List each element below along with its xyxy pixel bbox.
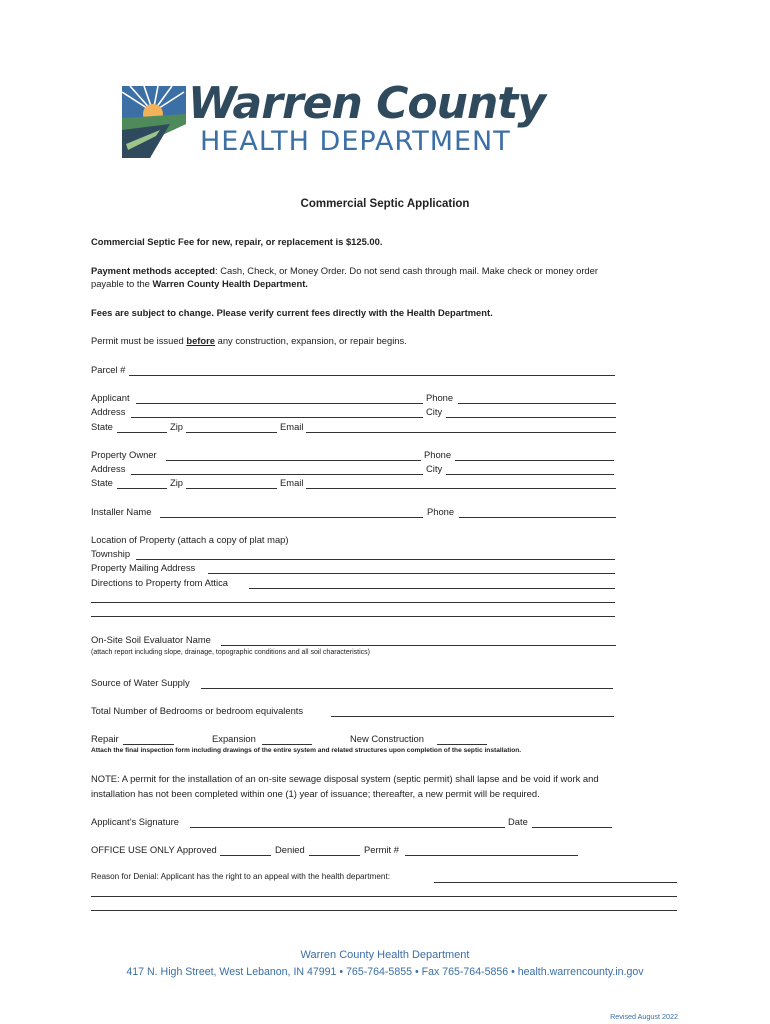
payment-label: Payment methods accepted	[91, 265, 215, 276]
denial-field-2[interactable]	[91, 896, 677, 897]
owner-label: Property Owner	[91, 449, 157, 460]
township-label: Township	[91, 548, 131, 559]
expansion-label: Expansion	[212, 733, 256, 744]
directions-field-2[interactable]	[91, 602, 615, 603]
parcel-field[interactable]	[129, 375, 615, 376]
applicant-field[interactable]	[136, 403, 423, 404]
bedrooms-field[interactable]	[331, 716, 614, 717]
owner-zip-field[interactable]	[186, 488, 277, 489]
applicant-label: Applicant	[91, 392, 130, 403]
directions-field-3[interactable]	[91, 616, 615, 617]
footer-org: Warren County Health Department	[300, 949, 470, 961]
installer-phone-field[interactable]	[459, 517, 616, 518]
applicant-zip-label: Zip	[170, 421, 184, 432]
fee-line: Commercial Septic Fee for new, repair, or replacement is $125.00.	[91, 236, 383, 247]
permit-suffix: any construction, expansion, or repair begins.	[215, 335, 407, 346]
permit-number-label: Permit #	[364, 844, 399, 855]
denial-field-3[interactable]	[91, 910, 677, 911]
revised-date: Revised August 2022	[610, 1012, 678, 1021]
office-use-label: OFFICE USE ONLY Approved	[91, 844, 217, 855]
owner-address-field[interactable]	[131, 474, 423, 475]
permit-note-2: installation has not been completed within one (1) year of issuance; thereafter, a new permit will be required.	[91, 788, 540, 799]
applicant-city-field[interactable]	[446, 417, 616, 418]
permit-note-1: NOTE: A permit for the installation of an on-site sewage disposal system (septic permit) shall lapse and be void if work and	[91, 773, 599, 784]
applicant-address-label: Address	[91, 406, 126, 417]
logo	[120, 78, 546, 162]
payment-text-2: payable to the	[91, 278, 153, 289]
owner-phone-field[interactable]	[455, 460, 614, 461]
owner-city-label: City	[426, 463, 443, 474]
installer-field[interactable]	[160, 517, 423, 518]
logo-title: Warren County	[188, 78, 546, 129]
payment-text: : Cash, Check, or Money Order. Do not send cash through mail. Make check or money order	[215, 265, 598, 276]
township-field[interactable]	[136, 559, 615, 560]
applicant-phone-field[interactable]	[458, 403, 616, 404]
logo-emblem-icon	[120, 84, 188, 160]
permit-number-field[interactable]	[405, 855, 578, 856]
mailing-field[interactable]	[208, 573, 615, 574]
permit-line	[91, 335, 407, 346]
owner-address-label: Address	[91, 463, 126, 474]
payment-line-2	[91, 278, 308, 289]
parcel-label: Parcel #	[91, 364, 126, 375]
applicant-email-field[interactable]	[306, 432, 616, 433]
denied-label: Denied	[275, 844, 305, 855]
logo-subtitle: HEALTH DEPARTMENT	[200, 126, 511, 157]
applicant-address-field[interactable]	[131, 417, 423, 418]
denial-field[interactable]	[434, 882, 677, 883]
water-label: Source of Water Supply	[91, 677, 190, 688]
evaluator-field[interactable]	[221, 645, 616, 646]
applicant-email-label: Email	[280, 421, 304, 432]
applicant-state-field[interactable]	[117, 432, 167, 433]
applicant-state-label: State	[91, 421, 113, 432]
payment-payee: Warren County Health Department.	[152, 278, 308, 289]
permit-emphasis: before	[186, 335, 216, 346]
approved-field[interactable]	[220, 855, 271, 856]
owner-zip-label: Zip	[170, 477, 184, 488]
date-field[interactable]	[532, 827, 612, 828]
water-field[interactable]	[201, 688, 613, 689]
owner-state-field[interactable]	[117, 488, 167, 489]
evaluator-note: (attach report including slope, drainage, topographic conditions and all soil characteristics)	[91, 649, 370, 656]
owner-email-label: Email	[280, 477, 304, 488]
owner-field[interactable]	[166, 460, 421, 461]
owner-state-label: State	[91, 477, 113, 488]
installer-phone-label: Phone	[427, 506, 455, 517]
signature-field[interactable]	[190, 827, 505, 828]
expansion-field[interactable]	[262, 744, 312, 745]
owner-email-field[interactable]	[306, 488, 616, 489]
location-label: Location of Property (attach a copy of plat map)	[91, 534, 289, 545]
footer-contact: 417 N. High Street, West Lebanon, IN 47991 • 765-764-5855 • Fax 765-764-5856 • health.warrencounty.in.gov	[126, 966, 644, 978]
mailing-label: Property Mailing Address	[91, 562, 196, 573]
signature-label: Applicant’s Signature	[91, 816, 179, 827]
bedrooms-label: Total Number of Bedrooms or bedroom equivalents	[91, 705, 304, 716]
evaluator-label: On-Site Soil Evaluator Name	[91, 634, 211, 645]
installer-label: Installer Name	[91, 506, 152, 517]
new-construction-field[interactable]	[437, 744, 487, 745]
owner-phone-label: Phone	[424, 449, 452, 460]
directions-label: Directions to Property from Attica	[91, 577, 229, 588]
permit-prefix: Permit must be issued	[91, 335, 187, 346]
repair-label: Repair	[91, 733, 119, 744]
owner-city-field[interactable]	[446, 474, 614, 475]
attach-note: Attach the final inspection form including drawings of the entire system and related structures upon completion of the septic installation.	[91, 747, 522, 754]
payment-line	[91, 265, 598, 276]
directions-field[interactable]	[249, 588, 615, 589]
new-construction-label: New Construction	[350, 733, 424, 744]
repair-field[interactable]	[123, 744, 174, 745]
applicant-zip-field[interactable]	[186, 432, 277, 433]
applicant-phone-label: Phone	[426, 392, 454, 403]
fees-notice: Fees are subject to change. Please verify current fees directly with the Health Department.	[91, 307, 493, 318]
denied-field[interactable]	[309, 855, 360, 856]
page-title: Commercial Septic Application	[300, 198, 470, 210]
date-label: Date	[508, 816, 528, 827]
applicant-city-label: City	[426, 406, 443, 417]
denial-label: Reason for Denial: Applicant has the right to an appeal with the health department:	[91, 872, 391, 881]
